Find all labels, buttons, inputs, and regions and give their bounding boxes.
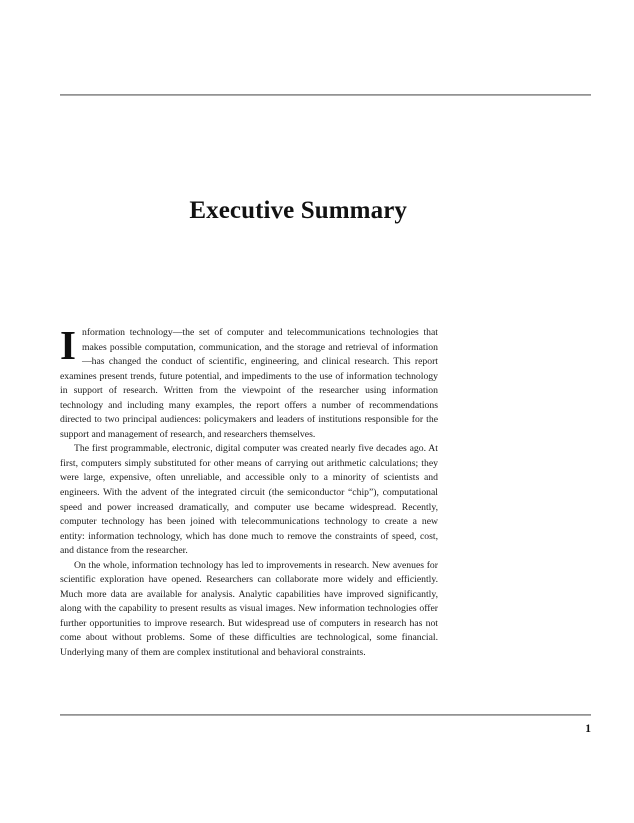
body-text-column — [60, 322, 438, 661]
footer-rule — [60, 714, 591, 716]
page-title: Executive Summary — [189, 197, 407, 224]
page-number: 1 — [585, 723, 591, 735]
body-paragraph: The first programmable, electronic, digital computer was created nearly five decades ago. At first, computers simply substituted for other means of carrying out arithmetic calculations; they were large, expensive, often unreliable, and accessible only to a minority of scientists and engineers. With the advent of the integrated circuit (the semiconductor “chip”), computational speed and power increased dramatically, and computer use became widespread. Recently, computer technology has been joined with telecommunications technology to create a new entity: information technology, which has done much to remove the constraints of speed, cost, and distance from the researcher. — [60, 443, 438, 557]
body-paragraph: On the whole, information technology has led to improvements in research. New avenues for scientific exploration have opened. Researchers can collaborate more widely and efficiently. Much more data are available for analysis. Analytic capabilities have improved significantly, along with the capability to present results as visual images. New information technologies offer further opportunities to improve research. But widespread use of computers in research has not come about without problems. Some of these difficulties are technological, some financial. Underlying many of them are complex institutional and behavioral constraints. — [60, 559, 438, 659]
header-rule — [60, 94, 591, 96]
page-title-block — [60, 196, 407, 226]
body-paragraph: Information technology—the set of computer and telecommunications technologies that makes possible computation, communication, and the storage and retrieval of information—has changed the conduct of scientific, engineering, and clinical research. This report examines present trends, future potential, and impediments to the use of information technology in support of research. Written from the viewpoint of the researcher using information technology and including many examples, the report offers a number of recommendations directed to two principal audiences: policymakers and leaders of institutions responsible for the support and management of research, and researchers themselves. — [60, 322, 438, 440]
